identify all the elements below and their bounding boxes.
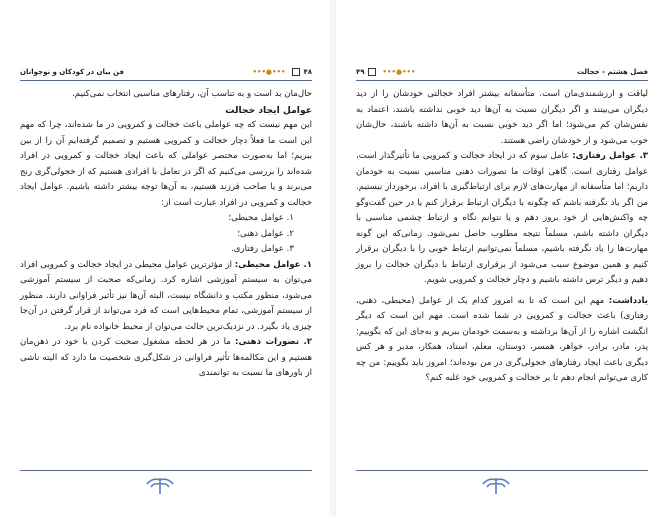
- left-page-body: [20, 87, 312, 382]
- paragraph: [356, 294, 648, 387]
- note-heading: یادداشت:: [608, 295, 648, 306]
- inline-heading: ۳. عوامل رفتاری:: [572, 151, 649, 161]
- paragraph: لیاقت و ارزشمندی‌مان است. متأسفانه بیشتر افراد خجالتی خودشان را از دید دیگران می‌بینند و اگر دیگران نسبت به آن‌ها دید خوبی نداشته باشند، اعتماد به نفس‌شان کم می‌شود؛ اما اگر دید خوبی نسبت به آن‌ها داشته باشند، حال‌شان خوب می‌شود و از خودشان راضی هستند.: [356, 89, 648, 146]
- paragraph: این مهم نیست که چه عواملی باعث خجالت و کمرویی در ما شده‌اند، چرا که مهم این است ما فعلاً دچار خجالت و کمرویی هستیم و تصمیم گرفته‌ایم آن را از بین ببریم؛ اما به‌صورت مختصر عواملی که باعث ایجاد خجالت و کمرویی در افراد شده‌اند را بررسی می‌کنیم که اگر در تعامل با افرادی هستیم که از خجولی‌گری رنج می‌برند و یا صاحب فرزند هستیم، به آن‌ها توجه بیشتر داشته باشیم. عوامل ایجاد خجالت و کمرویی در افراد عبارت است از:: [20, 120, 312, 208]
- right-page: [336, 0, 666, 516]
- left-footer-rule: [20, 470, 312, 471]
- footer-ornament-icon: [481, 476, 511, 496]
- right-running-title: فصل هشتم - خجالت: [576, 68, 648, 76]
- right-page-header: [356, 66, 648, 78]
- list-item: ۳. عوامل رفتاری.: [231, 244, 294, 254]
- paragraph: [20, 335, 312, 382]
- paragraph: [20, 258, 312, 336]
- dots-ornament-icon: •••●•••: [252, 68, 286, 76]
- paragraph: حال‌مان بد است و به تناسب آن، رفتارهای مناسبی انتخاب نمی‌کنیم.: [72, 89, 312, 99]
- left-running-title: فن بیان در کودکان و نوجوانان: [20, 68, 124, 76]
- right-page-body: [356, 87, 648, 387]
- left-page-header: [20, 66, 312, 78]
- inline-heading: ۱. عوامل محیطی:: [234, 259, 312, 270]
- left-page-number: ۴۸: [303, 68, 312, 76]
- left-page-number-block: [249, 68, 313, 76]
- paragraph-text: ما در هر لحظه مشغول صحبت کردن با خود در ذهن‌مان هستیم و این مکالمه‌ها تأثیر فراوانی در شکل‌گیری شخصیت ما دارد که البته ناشی از باورهای ما نسبت به توانمندی: [20, 337, 312, 378]
- dots-ornament-icon: •••●•••: [382, 68, 416, 76]
- section-heading: عوامل ایجاد خجالت: [225, 104, 312, 116]
- list-item: ۲. عوامل ذهنی؛: [237, 228, 294, 239]
- right-page-number-block: [356, 68, 420, 76]
- left-header-rule: [20, 80, 312, 81]
- left-page: [0, 0, 330, 516]
- square-bullet-icon: [292, 68, 300, 76]
- inline-heading: ۲. تصورات ذهنی:: [235, 337, 312, 347]
- paragraph: [356, 149, 648, 289]
- paragraph-text: مهم این است که تا به امروز کدام یک از عوامل (محیطی، ذهنی، رفتاری) باعث خجالت و کمرویی در شما شده است. مهم این است که دیگر انگشت اشاره را از آن‌ها برداشته و به‌سمت خودمان ببریم و به‌جای این که بگوییم: پدر، مادر، برادر، خواهر، همسر، دوستان، معلم، استاد، همکار، مدیر و هر کس دیگری باعث ایجاد رفتارهای خجولی‌گری در من بوده‌اند؛ امروز باید بگوییم: من چه کاری می‌توانم انجام دهم تا بر خجالت و کمرویی خود غلبه کنم؟: [356, 295, 648, 383]
- footer-ornament-icon: [145, 476, 175, 496]
- right-page-number: ۴۹: [356, 68, 365, 76]
- paragraph-text: از مؤثرترین عوامل محیطی در ایجاد خجالت و کمرویی افراد می‌توان به سیستم آموزشی اشاره کرد. زمانی‌که صحبت از سیستم آموزشی می‌شود، منظور مکتب و دانشگاه نیست، البته آن‌ها نیز تأثیر فراوانی دارند. منظور از سیستم آموزشی، تمام محیط‌هایی است که فرد می‌تواند از قرار گرفتن در آن‌جا چیزی یاد بگیرد. در نزدیک‌ترین حالت می‌توان از محیط خانواده نام برد.: [20, 259, 312, 332]
- right-header-rule: [356, 80, 648, 81]
- list-item: ۱. عوامل محیطی؛: [228, 213, 294, 223]
- square-bullet-icon: [368, 68, 376, 76]
- paragraph-text: عامل سوم که در ایجاد خجالت و کمرویی ما تأثیرگذار است، عوامل رفتاری است. گاهی اوقات ما تصورات ذهنی مناسبی نسبت به خودمان داریم؛ اما متأسفانه از مهارت‌های لازم برای ارتباط‌گیری با افراد، برخوردار نیستیم. من اگر یاد نگرفته باشم که چگونه با دیگران ارتباط برقرار کنم یا در حین گفت‌وگو چه واکنش‌هایی از خود بروز دهم و یا نتوانم نگاه و ارتباط چشمی مناسبی با دیگران داشته باشم، مسلماً نتیجه مطلوب حاصل نمی‌شود. زمانی‌که این گونه مهارت‌ها را یاد نگرفته باشیم، مسلماً نمی‌توانیم ارتباط خوبی را با دیگران برقرار کنیم و همین موضوع سبب می‌شود از برقراری ارتباط با دیگران خجالت را بروز دهیم و دیگر ترس داشته باشیم و دچار خجالت و کمرویی شویم.: [356, 151, 648, 285]
- right-footer-rule: [356, 470, 648, 471]
